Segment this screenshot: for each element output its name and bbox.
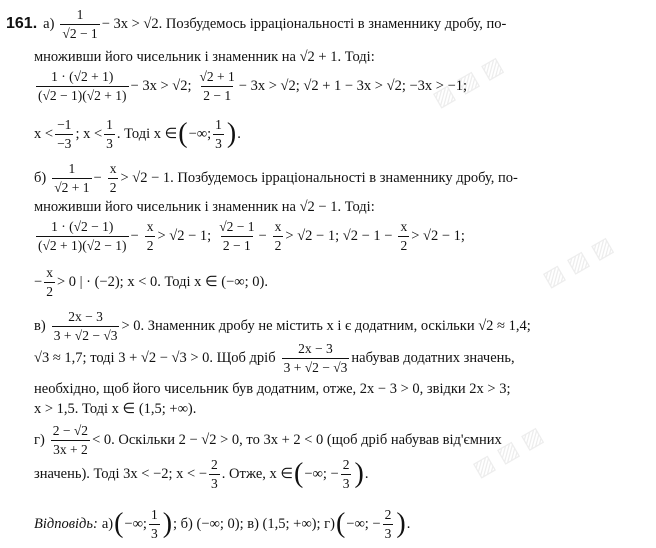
fraction: $\frac{2}{3}$ xyxy=(384,507,392,541)
part-b-label: б) xyxy=(34,169,47,186)
fraction: $\frac{2x - 3}{3 + √2 - √3}$ xyxy=(283,341,348,375)
text: − 3x > √2; √2 + 1 − 3x > √2; −3x > −1; xyxy=(238,77,468,94)
minus-sign: − xyxy=(34,273,43,290)
part-c-line-2 xyxy=(34,342,656,374)
fraction: $\frac{x}{2}$ xyxy=(109,161,117,195)
text: набував додатних значень, xyxy=(351,349,515,366)
part-a-line-4 xyxy=(34,118,656,150)
text: < 0. Оскільки 2 − √2 > 0, то 3x + 2 < 0 (щоб дріб набував від'ємних xyxy=(92,431,502,448)
text: x > 1,5. Тоді x ∈ (1,5; +∞). xyxy=(34,401,197,417)
part-b-line-3 xyxy=(34,220,656,252)
fraction: $\frac{2}{3}$ xyxy=(342,457,350,491)
fraction: $\frac{1}{3}$ xyxy=(106,117,113,151)
fraction: $\frac{-1}{-3}$ xyxy=(57,117,72,151)
fraction: $\frac{x}{2}$ xyxy=(274,219,282,253)
fraction: $\frac{x}{2}$ xyxy=(46,265,53,299)
right-bracket: ) xyxy=(162,508,173,539)
period: . xyxy=(364,465,369,482)
left-bracket: ( xyxy=(114,508,124,539)
text: необхідно, щоб його чисельник був додатним, отже, 2x − 3 > 0, звідки 2x > 3; xyxy=(34,381,511,397)
text: . Отже, x ∈ xyxy=(221,465,294,482)
text: > 0. Знаменник дробу не містить x і є додатним, оскільки √2 ≈ 1,4; xyxy=(121,317,531,334)
text: множивши його чисельник і знаменник на √2 + 1. Тоді: xyxy=(34,49,375,65)
left-bracket: ( xyxy=(294,458,304,489)
text: x < xyxy=(34,125,54,142)
right-bracket: ) xyxy=(396,508,406,539)
part-a-label: а) xyxy=(43,15,55,32)
watermark: ▨ ▨ ▨ xyxy=(428,52,508,113)
fraction: $\frac{2}{3}$ xyxy=(211,457,218,491)
part-c-line-1 xyxy=(34,310,656,342)
part-c-line-3 xyxy=(34,382,656,397)
fraction: $\frac{√2 - 1}{2 - 1}$ xyxy=(219,219,255,253)
text: − 3x > √2; xyxy=(130,77,192,94)
interval-text: −∞; − xyxy=(304,465,339,482)
fraction: $\frac{1 \cdot (√2 - 1)}{(√2 + 1)(√2 - 1)}$ xyxy=(38,219,127,253)
text: множивши його чисельник і знаменник на √2 − 1. Тоді: xyxy=(34,199,375,215)
part-a-line-3 xyxy=(34,70,656,102)
watermark: ▨ ▨ ▨ xyxy=(538,232,618,293)
left-bracket: ( xyxy=(335,508,346,539)
minus-sign: − xyxy=(130,227,139,244)
fraction: $\frac{x}{2}$ xyxy=(146,219,154,253)
text: √3 ≈ 1,7; тоді 3 + √2 − √3 > 0. Щоб дріб xyxy=(34,349,276,366)
part-d-line-2 xyxy=(34,458,656,490)
fraction: $\frac{1}{√2 - 1}$ xyxy=(62,7,98,41)
watermark: ▨ ▨ ▨ xyxy=(468,422,548,483)
minus-sign: − xyxy=(93,169,102,186)
text: . Тоді x ∈ xyxy=(116,125,178,142)
part-d-label: г) xyxy=(34,431,45,448)
answer-label: Відповідь: xyxy=(34,515,98,532)
text: значень). Тоді 3x < −2; x < − xyxy=(34,465,208,482)
text: ; x < xyxy=(75,125,103,142)
text: > √2 − 1. Позбудемось ірраціональності в знаменнику дробу, по- xyxy=(120,169,518,186)
part-b-line-1 xyxy=(34,162,656,194)
part-a-line-2 xyxy=(34,50,656,65)
minus-sign: − xyxy=(258,227,267,244)
fraction: $\frac{1}{3}$ xyxy=(215,117,222,151)
text: > √2 − 1; xyxy=(157,227,212,244)
answer-line xyxy=(34,508,656,540)
right-bracket: ) xyxy=(354,458,364,489)
interval-text: −∞; − xyxy=(346,515,381,532)
text: > √2 − 1; √2 − 1 − xyxy=(285,227,393,244)
text: > √2 − 1; xyxy=(411,227,465,244)
fraction: $\frac{1}{3}$ xyxy=(150,507,158,541)
fraction: $\frac{√2 + 1}{2 - 1}$ xyxy=(199,69,235,103)
fraction: $\frac{2x - 3}{3 + √2 - √3}$ xyxy=(53,309,118,343)
text: > 0 | · (−2); x < 0. Тоді x ∈ (−∞; 0). xyxy=(56,273,268,290)
part-c-line-4 xyxy=(34,402,656,417)
right-bracket: ) xyxy=(226,118,237,149)
fraction: $\frac{1}{√2 + 1}$ xyxy=(54,161,90,195)
part-d-line-1 xyxy=(34,424,656,456)
part-a-line-1 xyxy=(6,8,656,40)
part-b-line-4 xyxy=(34,266,656,298)
fraction: $\frac{2 - √2}{3x + 2}$ xyxy=(52,423,89,457)
fraction: $\frac{1 \cdot (√2 + 1)}{(√2 - 1)(√2 + 1)}$ xyxy=(38,69,127,103)
interval-text: −∞; xyxy=(188,125,212,142)
interval-text: −∞; xyxy=(124,515,147,532)
period: . xyxy=(406,515,411,532)
text: − 3x > √2. Позбудемось ірраціональності в знаменнику дробу, по- xyxy=(101,15,507,32)
part-b-line-2 xyxy=(34,200,656,215)
answer-a-label: а) xyxy=(101,515,114,532)
left-bracket: ( xyxy=(178,118,188,149)
part-c-label: в) xyxy=(34,317,46,334)
problem-number: 161. xyxy=(6,15,38,32)
fraction: $\frac{x}{2}$ xyxy=(400,219,408,253)
period: . xyxy=(237,125,241,142)
answer-text: ; б) (−∞; 0); в) (1,5; +∞); г) xyxy=(173,515,335,532)
